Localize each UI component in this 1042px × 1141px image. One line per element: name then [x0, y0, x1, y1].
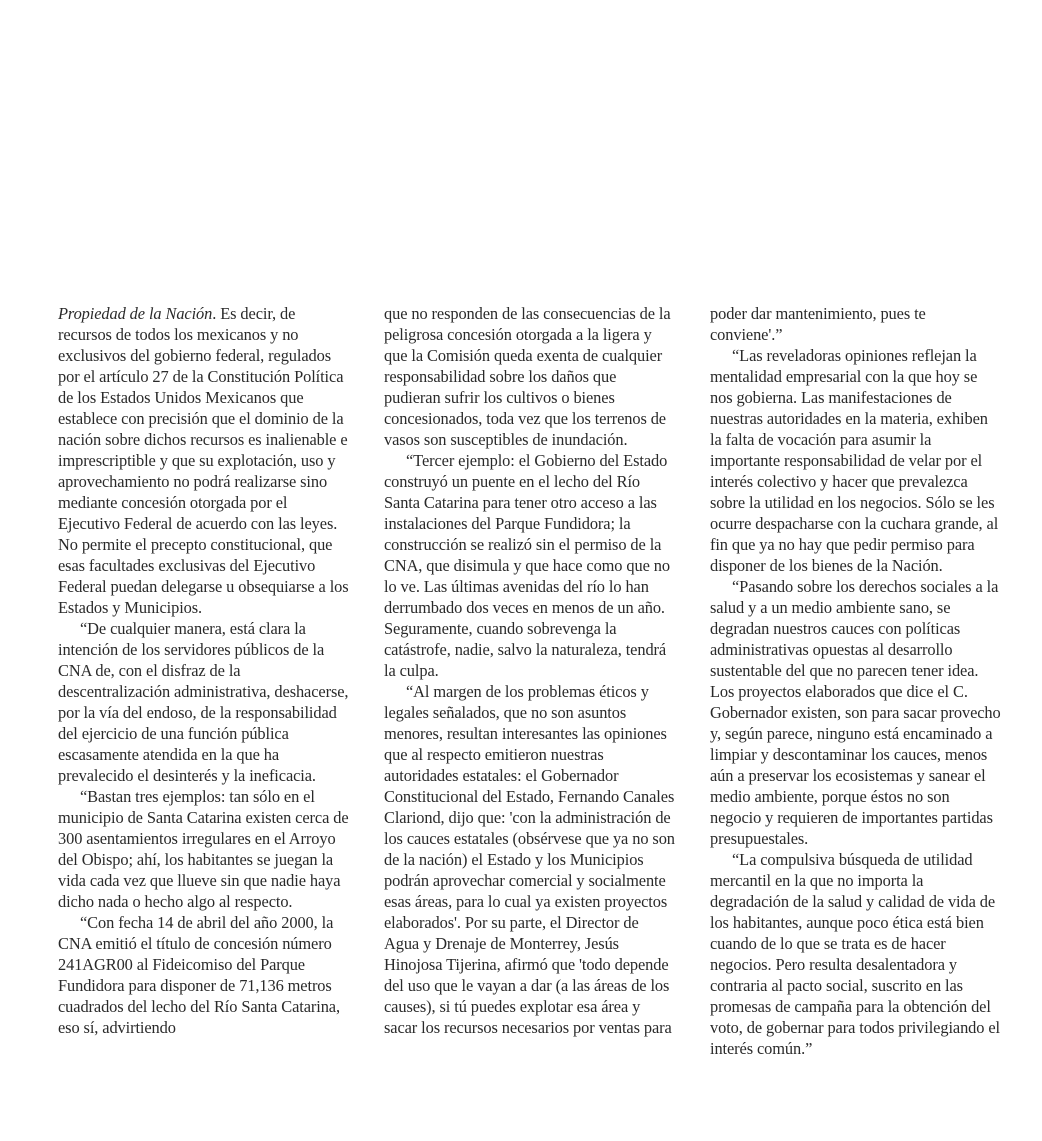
- paragraph: “Pasando sobre los derechos sociales a la salud y a un medio ambiente sano, se degradan nuestros cauces con políticas administrativas opuestas al desarrollo sustentable del que no parecen tener idea. Los proyectos elaborados que dice el C. Gobernador existen, son para sacar provecho y, según parece, ninguno está encaminado a limpiar y descontaminar los cauces, menos aún a preservar los ecosistemas y sanear el medio ambiente, porque éstos no son negocio y requieren de importantes partidas presupuestales.: [710, 577, 1001, 848]
- paragraph: “Con fecha 14 de abril del año 2000, la CNA emitió el título de concesión número 241AGR00 al Fideicomiso del Parque Fundidora para disponer de 71,136 metros cuadrados del lecho del Río Santa Catarina, eso sí, advirtiendo: [58, 913, 340, 1037]
- paragraph: poder dar mantenimiento, pues te conviene'.”: [710, 304, 926, 344]
- paragraph: “Bastan tres ejemplos: tan sólo en el municipio de Santa Catarina existen cerca de 300 asentamientos irregulares en el Arroyo del Obispo; ahí, los habitantes se juegan la vida cada vez que llueve sin que nadie haya dicho nada o hecho algo al respecto.: [58, 787, 349, 911]
- paragraph: “Las reveladoras opiniones reflejan la mentalidad empresarial con la que hoy se nos gobierna. Las manifestaciones de nuestras autoridades en la materia, exhiben la falta de vocación para asumir la importante responsabilidad de velar por el interés colectivo y hacer que prevalezca sobre la utilidad en los negocios. Sólo se les ocurre despacharse con la cuchara grande, al fin que ya no hay que pedir permiso para disponer de los bienes de la Nación.: [710, 346, 999, 575]
- text-column-3: [710, 303, 1002, 1059]
- paragraph: “La compulsiva búsqueda de utilidad mercantil en la que no importa la degradación de la salud y calidad de vida de los habitantes, aunque poco ética está bien cuando de lo que se trata es de hacer negocios. Pero resulta desalentadora y contraria al pacto social, suscrito en las promesas de campaña para la obtención del voto, de gobernar para todos privilegiando el interés común.”: [710, 850, 1000, 1058]
- paragraph: [58, 303, 350, 618]
- text-column-2: [384, 303, 676, 1038]
- paragraph: “Al margen de los problemas éticos y legales señalados, que no son asuntos menores, resultan interesantes las opiniones que al respecto emitieron nuestras autoridades estatales: el Gobernador Constitucional del Estado, Fernando Canales Clariond, dijo que: 'con la administración de los cauces estatales (obsérvese que ya no son de la nación) el Estado y los Municipios podrán aprovechar comercial y socialmente esas áreas, para lo cual ya existen proyectos elaborados'. Por su parte, el Director de Agua y Drenaje de Monterrey, Jesús Hinojosa Tijerina, afirmó que 'todo depende del uso que le vayan a dar (a las áreas de los causes), si tú puedes explotar esa área y sacar los recursos necesarios por ventas para: [384, 682, 675, 1037]
- italic-lead: Propiedad de la Nación: [58, 304, 213, 323]
- paragraph: “Tercer ejemplo: el Gobierno del Estado construyó un puente en el lecho del Río Santa Catarina para tener otro acceso a las instalaciones del Parque Fundidora; la construcción se realizó sin el permiso de la CNA, que disimula y que hace como que no lo ve. Las últimas avenidas del río lo han derrumbado dos veces en menos de un año. Seguramente, cuando sobrevenga la catástrofe, nadie, salvo la naturaleza, tendrá la culpa.: [384, 451, 670, 680]
- text-column-1: [58, 303, 350, 1038]
- paragraph-text: . Es decir, de recursos de todos los mexicanos y no exclusivos del gobierno federal, regulados por el artículo 27 de la Constitución Política de los Estados Unidos Mexicanos que establece con precisión que el dominio de la nación sobre dichos recursos es inalienable e imprescriptible y que su explotación, uso y aprovechamiento no podrá realizarse sino mediante concesión otorgada por el Ejecutivo Federal de acuerdo con las leyes. No permite el precepto constitucional, que esas facultades exclusivas del Ejecutivo Federal puedan delegarse u obsequiarse a los Estados y Municipios.: [58, 304, 349, 617]
- paragraph: que no responden de las consecuencias de la peligrosa concesión otorgada a la ligera y que la Comisión queda exenta de cualquier responsabilidad sobre los daños que pudieran sufrir los cultivos o bienes concesionados, toda vez que los terrenos de vasos son susceptibles de inundación.: [384, 304, 671, 449]
- paragraph: “De cualquier manera, está clara la intención de los servidores públicos de la CNA de, con el disfraz de la descentralización administrativa, deshacerse, por la vía del endoso, de la responsabilidad del ejercicio de una función pública escasamente atendida en la que ha prevalecido el desinterés y la ineficacia.: [58, 619, 349, 785]
